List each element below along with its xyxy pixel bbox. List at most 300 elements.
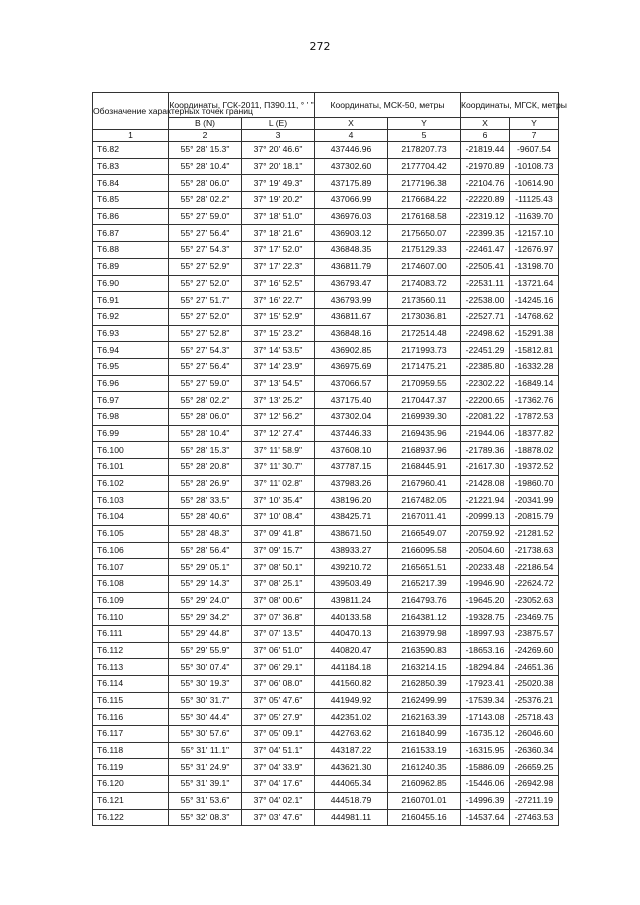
cell-mgsk-x: -17143.08 [461, 709, 510, 726]
cell-mgsk-x: -22399.35 [461, 225, 510, 242]
cell-longitude-l: 37° 05' 09.1" [242, 726, 315, 743]
cell-latitude-b: 55° 27' 52.9" [169, 258, 242, 275]
cell-longitude-l: 37° 18' 51.0" [242, 208, 315, 225]
cell-longitude-l: 37° 19' 20.2" [242, 192, 315, 209]
cell-longitude-l: 37° 10' 35.4" [242, 492, 315, 509]
cell-mgsk-y: -25376.21 [510, 692, 559, 709]
cell-mgsk-y: -23469.75 [510, 609, 559, 626]
cell-mgsk-x: -18997.93 [461, 625, 510, 642]
cell-longitude-l: 37° 10' 08.4" [242, 509, 315, 526]
table-row [93, 175, 559, 192]
cell-msk50-y: 2167482.05 [388, 492, 461, 509]
cell-msk50-y: 2165651.51 [388, 559, 461, 576]
table-row [93, 792, 559, 809]
cell-msk50-x: 437175.40 [315, 392, 388, 409]
cell-msk50-x: 441949.92 [315, 692, 388, 709]
cell-latitude-b: 55° 30' 31.7" [169, 692, 242, 709]
cell-mgsk-x: -18294.84 [461, 659, 510, 676]
cell-msk50-y: 2175650.07 [388, 225, 461, 242]
cell-mgsk-x: -15886.09 [461, 759, 510, 776]
table-body [93, 142, 559, 826]
cell-msk50-y: 2162163.39 [388, 709, 461, 726]
table-row [93, 258, 559, 275]
cell-mgsk-y: -18878.02 [510, 442, 559, 459]
cell-msk50-y: 2160701.01 [388, 792, 461, 809]
cell-longitude-l: 37° 09' 41.8" [242, 525, 315, 542]
cell-longitude-l: 37° 05' 47.6" [242, 692, 315, 709]
table-row [93, 325, 559, 342]
cell-longitude-l: 37° 11' 58.9" [242, 442, 315, 459]
cell-mgsk-x: -19946.90 [461, 575, 510, 592]
cell-mgsk-y: -10614.90 [510, 175, 559, 192]
table-row [93, 742, 559, 759]
cell-mgsk-x: -14537.64 [461, 809, 510, 826]
table-row [93, 409, 559, 426]
cell-msk50-x: 437175.89 [315, 175, 388, 192]
cell-msk50-y: 2163590.83 [388, 642, 461, 659]
cell-msk50-y: 2161840.99 [388, 726, 461, 743]
cell-latitude-b: 55° 29' 05.1" [169, 559, 242, 576]
cell-longitude-l: 37° 17' 22.3" [242, 258, 315, 275]
table-row [93, 225, 559, 242]
header-mgsk-y: Y [510, 118, 559, 130]
cell-point-id: Т6.93 [93, 325, 169, 342]
cell-latitude-b: 55° 27' 54.3" [169, 342, 242, 359]
cell-longitude-l: 37° 20' 18.1" [242, 158, 315, 175]
cell-mgsk-x: -15446.06 [461, 776, 510, 793]
cell-longitude-l: 37° 05' 27.9" [242, 709, 315, 726]
cell-point-id: Т6.119 [93, 759, 169, 776]
cell-point-id: Т6.103 [93, 492, 169, 509]
cell-mgsk-y: -15291.38 [510, 325, 559, 342]
cell-msk50-y: 2167960.41 [388, 475, 461, 492]
cell-latitude-b: 55° 28' 33.5" [169, 492, 242, 509]
cell-mgsk-x: -20759.92 [461, 525, 510, 542]
cell-latitude-b: 55° 29' 34.2" [169, 609, 242, 626]
cell-point-id: Т6.86 [93, 208, 169, 225]
cell-mgsk-x: -21970.89 [461, 158, 510, 175]
cell-latitude-b: 55° 27' 59.0" [169, 208, 242, 225]
cell-mgsk-y: -26046.60 [510, 726, 559, 743]
cell-mgsk-x: -22385.80 [461, 358, 510, 375]
table-row [93, 459, 559, 476]
cell-msk50-y: 2167011.41 [388, 509, 461, 526]
cell-msk50-y: 2172514.48 [388, 325, 461, 342]
cell-msk50-y: 2162850.39 [388, 676, 461, 693]
table-row [93, 642, 559, 659]
cell-point-id: Т6.118 [93, 742, 169, 759]
cell-point-id: Т6.105 [93, 525, 169, 542]
cell-latitude-b: 55° 27' 52.0" [169, 275, 242, 292]
cell-latitude-b: 55° 28' 15.3" [169, 142, 242, 159]
cell-longitude-l: 37° 15' 52.9" [242, 308, 315, 325]
cell-mgsk-x: -18653.16 [461, 642, 510, 659]
cell-point-id: Т6.113 [93, 659, 169, 676]
cell-msk50-y: 2163214.15 [388, 659, 461, 676]
cell-mgsk-x: -22451.29 [461, 342, 510, 359]
cell-mgsk-x: -21221.94 [461, 492, 510, 509]
table-row [93, 575, 559, 592]
cell-point-id: Т6.111 [93, 625, 169, 642]
cell-mgsk-y: -14768.62 [510, 308, 559, 325]
cell-mgsk-y: -20341.99 [510, 492, 559, 509]
cell-mgsk-x: -19645.20 [461, 592, 510, 609]
cell-longitude-l: 37° 11' 02.8" [242, 475, 315, 492]
cell-mgsk-x: -20233.48 [461, 559, 510, 576]
cell-latitude-b: 55° 28' 40.6" [169, 509, 242, 526]
cell-mgsk-x: -22505.41 [461, 258, 510, 275]
cell-mgsk-y: -19372.52 [510, 459, 559, 476]
cell-mgsk-x: -16735.12 [461, 726, 510, 743]
cell-latitude-b: 55° 27' 52.8" [169, 325, 242, 342]
table-row [93, 659, 559, 676]
cell-mgsk-x: -22461.47 [461, 242, 510, 259]
cell-point-id: Т6.115 [93, 692, 169, 709]
cell-msk50-y: 2176684.22 [388, 192, 461, 209]
cell-mgsk-x: -16315.95 [461, 742, 510, 759]
cell-mgsk-y: -25020.38 [510, 676, 559, 693]
cell-latitude-b: 55° 31' 53.6" [169, 792, 242, 809]
cell-point-id: Т6.122 [93, 809, 169, 826]
table-row [93, 625, 559, 642]
table-row [93, 192, 559, 209]
cell-latitude-b: 55° 32' 08.3" [169, 809, 242, 826]
cell-point-id: Т6.90 [93, 275, 169, 292]
cell-mgsk-x: -21944.06 [461, 425, 510, 442]
cell-mgsk-y: -19860.70 [510, 475, 559, 492]
cell-latitude-b: 55° 31' 39.1" [169, 776, 242, 793]
cell-msk50-x: 444981.11 [315, 809, 388, 826]
cell-latitude-b: 55° 30' 57.6" [169, 726, 242, 743]
header-msk-y: Y [388, 118, 461, 130]
cell-point-id: Т6.88 [93, 242, 169, 259]
table-row [93, 809, 559, 826]
cell-msk50-y: 2174607.00 [388, 258, 461, 275]
table-row [93, 275, 559, 292]
cell-mgsk-y: -17872.53 [510, 409, 559, 426]
cell-msk50-y: 2170959.55 [388, 375, 461, 392]
table-row [93, 425, 559, 442]
column-number: 3 [242, 130, 315, 142]
column-numbers-row [93, 130, 559, 142]
cell-msk50-x: 436848.16 [315, 325, 388, 342]
cell-latitude-b: 55° 31' 11.1" [169, 742, 242, 759]
cell-latitude-b: 55° 28' 06.0" [169, 175, 242, 192]
cell-latitude-b: 55° 30' 19.3" [169, 676, 242, 693]
cell-mgsk-y: -11125.43 [510, 192, 559, 209]
cell-mgsk-y: -26659.25 [510, 759, 559, 776]
cell-point-id: Т6.82 [93, 142, 169, 159]
cell-point-id: Т6.85 [93, 192, 169, 209]
cell-mgsk-x: -14996.39 [461, 792, 510, 809]
table-row [93, 726, 559, 743]
cell-longitude-l: 37° 04' 33.9" [242, 759, 315, 776]
table-row [93, 525, 559, 542]
cell-point-id: Т6.112 [93, 642, 169, 659]
cell-mgsk-x: -21617.30 [461, 459, 510, 476]
table-row [93, 475, 559, 492]
cell-mgsk-y: -17362.76 [510, 392, 559, 409]
coordinates-table [92, 92, 567, 826]
column-number: 2 [169, 130, 242, 142]
table-row [93, 375, 559, 392]
cell-mgsk-y: -22186.54 [510, 559, 559, 576]
cell-msk50-y: 2178207.73 [388, 142, 461, 159]
cell-latitude-b: 55° 27' 56.4" [169, 358, 242, 375]
table-row [93, 208, 559, 225]
cell-longitude-l: 37° 04' 51.1" [242, 742, 315, 759]
table-row [93, 292, 559, 309]
cell-point-id: Т6.117 [93, 726, 169, 743]
cell-mgsk-y: -9607.54 [510, 142, 559, 159]
cell-latitude-b: 55° 27' 51.7" [169, 292, 242, 309]
cell-latitude-b: 55° 31' 24.9" [169, 759, 242, 776]
cell-msk50-x: 442763.62 [315, 726, 388, 743]
cell-msk50-x: 437446.96 [315, 142, 388, 159]
table-row [93, 609, 559, 626]
cell-longitude-l: 37° 20' 46.6" [242, 142, 315, 159]
cell-msk50-x: 438196.20 [315, 492, 388, 509]
cell-mgsk-x: -22527.71 [461, 308, 510, 325]
cell-msk50-y: 2161240.35 [388, 759, 461, 776]
cell-mgsk-y: -22624.72 [510, 575, 559, 592]
cell-msk50-y: 2175129.33 [388, 242, 461, 259]
cell-msk50-y: 2166095.58 [388, 542, 461, 559]
cell-longitude-l: 37° 16' 52.5" [242, 275, 315, 292]
header-msk50-coordinates: Координаты, МСК-50, метры [315, 93, 461, 118]
cell-msk50-y: 2170447.37 [388, 392, 461, 409]
header-b: B (N) [169, 118, 242, 130]
column-number: 1 [93, 130, 169, 142]
cell-mgsk-x: -22538.00 [461, 292, 510, 309]
cell-point-id: Т6.110 [93, 609, 169, 626]
cell-mgsk-x: -17539.34 [461, 692, 510, 709]
cell-mgsk-x: -20999.13 [461, 509, 510, 526]
cell-latitude-b: 55° 29' 55.9" [169, 642, 242, 659]
cell-point-id: Т6.121 [93, 792, 169, 809]
cell-point-id: Т6.87 [93, 225, 169, 242]
header-gsk-coordinates: Координаты, ГСК-2011, П390.11, ° ' " [169, 93, 315, 118]
cell-mgsk-y: -18377.82 [510, 425, 559, 442]
cell-msk50-x: 444065.34 [315, 776, 388, 793]
cell-mgsk-y: -16332.28 [510, 358, 559, 375]
cell-msk50-y: 2164381.12 [388, 609, 461, 626]
cell-msk50-x: 437608.10 [315, 442, 388, 459]
cell-longitude-l: 37° 17' 52.0" [242, 242, 315, 259]
cell-point-id: Т6.107 [93, 559, 169, 576]
cell-msk50-x: 437446.33 [315, 425, 388, 442]
table-row [93, 342, 559, 359]
table-row [93, 592, 559, 609]
header-msk-x: X [315, 118, 388, 130]
cell-point-id: Т6.91 [93, 292, 169, 309]
cell-point-id: Т6.101 [93, 459, 169, 476]
cell-point-id: Т6.98 [93, 409, 169, 426]
cell-mgsk-y: -23052.63 [510, 592, 559, 609]
cell-point-id: Т6.116 [93, 709, 169, 726]
cell-mgsk-y: -13198.70 [510, 258, 559, 275]
cell-longitude-l: 37° 06' 51.0" [242, 642, 315, 659]
cell-mgsk-x: -19328.75 [461, 609, 510, 626]
table-row [93, 509, 559, 526]
cell-msk50-x: 436811.79 [315, 258, 388, 275]
cell-msk50-x: 441184.18 [315, 659, 388, 676]
cell-mgsk-y: -26360.34 [510, 742, 559, 759]
table-row [93, 242, 559, 259]
table-row [93, 692, 559, 709]
cell-point-id: Т6.100 [93, 442, 169, 459]
cell-mgsk-y: -23875.57 [510, 625, 559, 642]
cell-latitude-b: 55° 29' 44.8" [169, 625, 242, 642]
cell-msk50-x: 437066.57 [315, 375, 388, 392]
cell-latitude-b: 55° 28' 20.8" [169, 459, 242, 476]
cell-msk50-y: 2177196.38 [388, 175, 461, 192]
cell-msk50-y: 2173560.11 [388, 292, 461, 309]
cell-longitude-l: 37° 08' 00.6" [242, 592, 315, 609]
cell-msk50-x: 438933.27 [315, 542, 388, 559]
cell-msk50-y: 2165217.39 [388, 575, 461, 592]
cell-longitude-l: 37° 09' 15.7" [242, 542, 315, 559]
cell-mgsk-y: -21281.52 [510, 525, 559, 542]
cell-point-id: Т6.89 [93, 258, 169, 275]
cell-msk50-x: 437066.99 [315, 192, 388, 209]
cell-mgsk-x: -17923.41 [461, 676, 510, 693]
cell-mgsk-y: -26942.98 [510, 776, 559, 793]
cell-longitude-l: 37° 04' 17.6" [242, 776, 315, 793]
cell-mgsk-y: -16849.14 [510, 375, 559, 392]
cell-point-id: Т6.108 [93, 575, 169, 592]
cell-mgsk-x: -21789.36 [461, 442, 510, 459]
cell-msk50-y: 2164793.76 [388, 592, 461, 609]
cell-mgsk-y: -15812.81 [510, 342, 559, 359]
cell-msk50-x: 440470.13 [315, 625, 388, 642]
cell-mgsk-x: -22302.22 [461, 375, 510, 392]
cell-point-id: Т6.96 [93, 375, 169, 392]
cell-msk50-x: 437787.15 [315, 459, 388, 476]
cell-mgsk-x: -22220.89 [461, 192, 510, 209]
cell-msk50-y: 2174083.72 [388, 275, 461, 292]
cell-mgsk-x: -22081.22 [461, 409, 510, 426]
cell-msk50-x: 437302.60 [315, 158, 388, 175]
cell-mgsk-y: -24269.60 [510, 642, 559, 659]
cell-latitude-b: 55° 27' 56.4" [169, 225, 242, 242]
cell-point-id: Т6.99 [93, 425, 169, 442]
cell-longitude-l: 37° 14' 53.5" [242, 342, 315, 359]
cell-latitude-b: 55° 29' 14.3" [169, 575, 242, 592]
cell-msk50-x: 436975.69 [315, 358, 388, 375]
cell-point-id: Т6.92 [93, 308, 169, 325]
cell-msk50-x: 438425.71 [315, 509, 388, 526]
cell-latitude-b: 55° 28' 48.3" [169, 525, 242, 542]
table-row [93, 158, 559, 175]
header-l: L (E) [242, 118, 315, 130]
cell-msk50-y: 2169939.30 [388, 409, 461, 426]
cell-msk50-y: 2173036.81 [388, 308, 461, 325]
table-row [93, 492, 559, 509]
cell-mgsk-y: -27463.53 [510, 809, 559, 826]
cell-longitude-l: 37° 07' 36.8" [242, 609, 315, 626]
cell-msk50-y: 2160962.85 [388, 776, 461, 793]
cell-longitude-l: 37° 07' 13.5" [242, 625, 315, 642]
cell-mgsk-y: -20815.79 [510, 509, 559, 526]
cell-latitude-b: 55° 28' 10.4" [169, 425, 242, 442]
cell-msk50-y: 2169435.96 [388, 425, 461, 442]
header-designation: Обозначение характерных точек границ [93, 93, 169, 130]
cell-latitude-b: 55° 27' 54.3" [169, 242, 242, 259]
cell-msk50-y: 2171475.21 [388, 358, 461, 375]
cell-latitude-b: 55° 28' 10.4" [169, 158, 242, 175]
cell-latitude-b: 55° 27' 52.0" [169, 308, 242, 325]
cell-msk50-x: 436793.99 [315, 292, 388, 309]
cell-longitude-l: 37° 18' 21.6" [242, 225, 315, 242]
cell-msk50-y: 2176168.58 [388, 208, 461, 225]
table-row [93, 442, 559, 459]
cell-longitude-l: 37° 11' 30.7" [242, 459, 315, 476]
cell-latitude-b: 55° 28' 06.0" [169, 409, 242, 426]
cell-mgsk-y: -24651.36 [510, 659, 559, 676]
cell-point-id: Т6.102 [93, 475, 169, 492]
cell-latitude-b: 55° 28' 56.4" [169, 542, 242, 559]
cell-longitude-l: 37° 15' 23.2" [242, 325, 315, 342]
cell-point-id: Т6.94 [93, 342, 169, 359]
cell-mgsk-y: -21738.63 [510, 542, 559, 559]
cell-longitude-l: 37° 06' 29.1" [242, 659, 315, 676]
cell-latitude-b: 55° 28' 02.2" [169, 392, 242, 409]
cell-mgsk-x: -21819.44 [461, 142, 510, 159]
cell-mgsk-y: -14245.16 [510, 292, 559, 309]
cell-mgsk-x: -22498.62 [461, 325, 510, 342]
cell-msk50-x: 436976.03 [315, 208, 388, 225]
cell-mgsk-x: -22319.12 [461, 208, 510, 225]
cell-mgsk-x: -22531.11 [461, 275, 510, 292]
column-number: 6 [461, 130, 510, 142]
cell-latitude-b: 55° 27' 59.0" [169, 375, 242, 392]
cell-msk50-y: 2171993.73 [388, 342, 461, 359]
table-row [93, 542, 559, 559]
table-row [93, 142, 559, 159]
cell-msk50-x: 439503.49 [315, 575, 388, 592]
cell-latitude-b: 55° 30' 07.4" [169, 659, 242, 676]
cell-mgsk-x: -22200.65 [461, 392, 510, 409]
cell-point-id: Т6.104 [93, 509, 169, 526]
page-number: 272 [309, 40, 331, 53]
cell-mgsk-y: -12676.97 [510, 242, 559, 259]
cell-longitude-l: 37° 13' 25.2" [242, 392, 315, 409]
cell-mgsk-y: -10108.73 [510, 158, 559, 175]
cell-msk50-x: 439210.72 [315, 559, 388, 576]
cell-mgsk-y: -11639.70 [510, 208, 559, 225]
header-mgsk-x: X [461, 118, 510, 130]
cell-longitude-l: 37° 13' 54.5" [242, 375, 315, 392]
cell-longitude-l: 37° 12' 56.2" [242, 409, 315, 426]
cell-msk50-x: 444518.79 [315, 792, 388, 809]
cell-latitude-b: 55° 28' 02.2" [169, 192, 242, 209]
cell-mgsk-y: -12157.10 [510, 225, 559, 242]
cell-point-id: Т6.109 [93, 592, 169, 609]
cell-point-id: Т6.95 [93, 358, 169, 375]
cell-longitude-l: 37° 12' 27.4" [242, 425, 315, 442]
cell-msk50-y: 2166549.07 [388, 525, 461, 542]
cell-longitude-l: 37° 08' 25.1" [242, 575, 315, 592]
table-row [93, 676, 559, 693]
cell-longitude-l: 37° 14' 23.9" [242, 358, 315, 375]
cell-latitude-b: 55° 28' 15.3" [169, 442, 242, 459]
cell-msk50-x: 438671.50 [315, 525, 388, 542]
cell-longitude-l: 37° 19' 49.3" [242, 175, 315, 192]
table-row [93, 759, 559, 776]
cell-msk50-y: 2163979.98 [388, 625, 461, 642]
cell-msk50-y: 2168937.96 [388, 442, 461, 459]
